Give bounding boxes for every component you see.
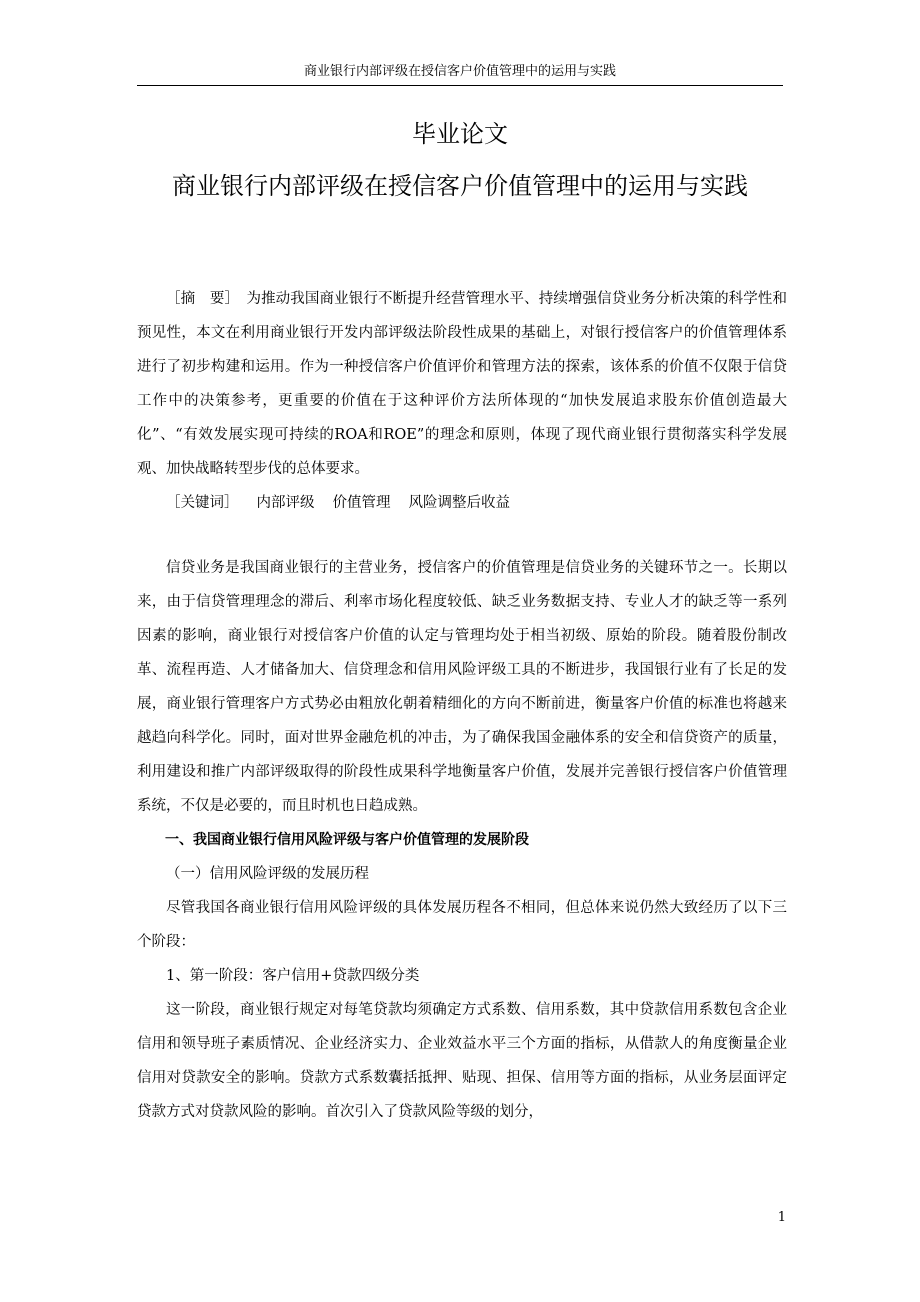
document-title: 毕业论文 — [412, 120, 508, 148]
main-body — [137, 551, 787, 1129]
subsection-heading: （一）信用风险评级的发展历程 — [166, 866, 369, 882]
running-header: 商业银行内部评级在授信客户价值管理中的运用与实践 — [303, 64, 616, 79]
keyword-item: 风险调整后收益 — [408, 495, 510, 511]
keyword-item: 内部评级 — [256, 495, 315, 511]
section-heading: 一、我国商业银行信用风险评级与客户价值管理的发展阶段 — [165, 832, 529, 848]
page-number: 1 — [777, 1210, 786, 1225]
abstract-label: ［摘 要］ — [166, 291, 232, 307]
document-subtitle: 商业银行内部评级在授信客户价值管理中的运用与实践 — [172, 172, 748, 200]
intro-paragraph: 信贷业务是我国商业银行的主营业务，授信客户的价值管理是信贷业务的关键环节之一。长期以来，由于信贷管理理念的滞后、利率市场化程度较低、缺乏业务数据支持、专业人才的缺乏等一系列因素的影响，商业银行对授信客户价值的认定与管理均处于相当初级、原始的阶段。随着股份制改革、流程再造、人才储备加大、信贷理念和信用风险评级工具的不断进步，我国银行业有了长足的发展，商业银行管理客户方式势必由粗放化朝着精细化的方向不断前进，衡量客户价值的标准也将越来越趋向科学化。同时，面对世界金融危机的冲击，为了确保我国金融体系的安全和信贷资产的质量，利用建设和推广内部评级取得的阶段性成果科学地衡量客户价值，发展并完善银行授信客户价值管理系统，不仅是必要的，而且时机也日趋成熟。 — [137, 560, 787, 814]
abstract-paragraph — [137, 282, 787, 486]
stage-paragraph: 这一阶段，商业银行规定对每笔贷款均须确定方式系数、信用系数，其中贷款信用系数包含企业信用和领导班子素质情况、企业经济实力、企业效益水平三个方面的指标，从借款人的角度衡量企业信用对贷款安全的影响。贷款方式系数囊括抵押、贴现、担保、信用等方面的指标，从业务层面评定贷款方式对贷款风险的影响。首次引入了贷款风险等级的划分， — [137, 1002, 787, 1120]
overview-paragraph: 尽管我国各商业银行信用风险评级的具体发展历程各不相同，但总体来说仍然大致经历了以下三个阶段： — [137, 900, 787, 950]
header-rule — [137, 85, 783, 86]
abstract-text: 为推动我国商业银行不断提升经营管理水平、持续增强信贷业务分析决策的科学性和预见性，本文在利用商业银行开发内部评级法阶段性成果的基础上，对银行授信客户的价值管理体系进行了初步构建和运用。作为一种授信客户价值评价和管理方法的探索，该体系的价值不仅限于信贷工作中的决策参考，更重要的价值在于这种评价方法所体现的“加快发展追求股东价值创造最大化”、“有效发展实现可持续的ROA和ROE”的理念和原则，体现了现代商业银行贯彻落实科学发展观、加快战略转型步伐的总体要求。 — [137, 291, 788, 477]
keywords-label: ［关键词］ — [166, 495, 239, 511]
abstract-section — [137, 282, 787, 520]
stage-heading: 1、第一阶段：客户信用+贷款四级分类 — [166, 968, 420, 984]
keyword-item: 价值管理 — [332, 495, 391, 511]
keywords-line — [137, 486, 787, 520]
